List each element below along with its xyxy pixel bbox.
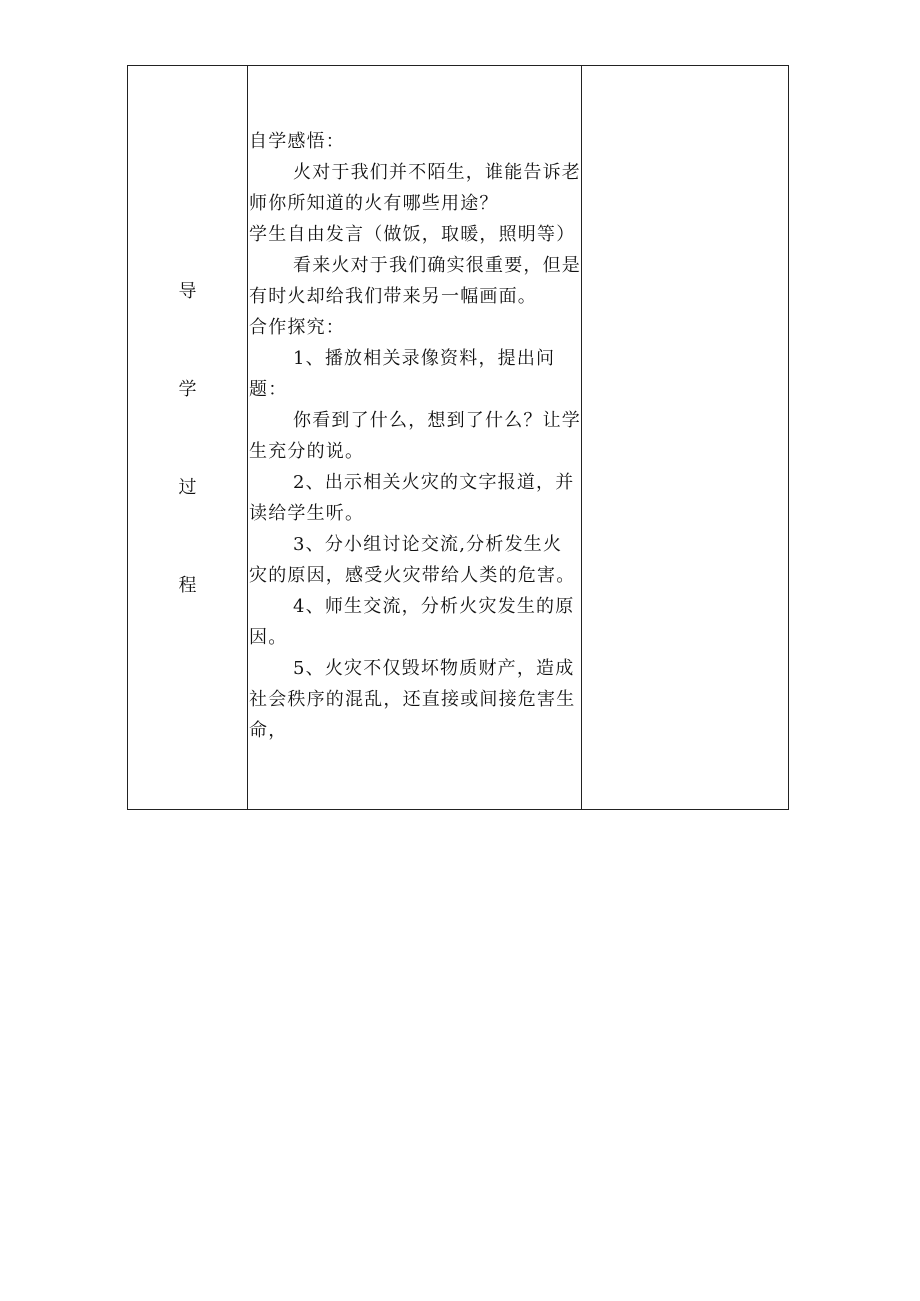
content-paragraph: 看来火对于我们确实很重要，但是有时火却给我们带来另一幅画面。 xyxy=(249,255,581,307)
section-label-column xyxy=(128,66,247,809)
lesson-content xyxy=(249,126,581,746)
content-paragraph: 合作探究： xyxy=(249,317,345,338)
section-label-char: 过 xyxy=(178,477,197,498)
section-label-char: 学 xyxy=(178,379,197,400)
column-divider xyxy=(247,66,248,809)
notes-column xyxy=(582,66,788,809)
content-paragraph: 自学感悟： xyxy=(249,131,345,152)
content-paragraph: 火对于我们并不陌生，谁能告诉老师你所知道的火有哪些用途？ xyxy=(249,162,581,214)
section-label-char: 程 xyxy=(178,575,197,596)
lesson-table xyxy=(127,65,789,810)
content-paragraph: 1、播放相关录像资料，提出问题： xyxy=(249,348,556,400)
content-paragraph: 5、火灾不仅毁坏物质财产，造成社会秩序的混乱，还直接或间接危害生命， xyxy=(249,658,576,741)
content-paragraph: 2、出示相关火灾的文字报道，并读给学生听。 xyxy=(249,472,575,524)
section-label-char: 导 xyxy=(178,281,197,302)
content-paragraph: 4、师生交流，分析火灾发生的原因。 xyxy=(249,596,575,648)
content-paragraph: 3、分小组讨论交流,分析发生火灾的原因，感受火灾带给人类的危害。 xyxy=(249,534,576,586)
content-paragraph: 学生自由发言（做饭，取暖，照明等） xyxy=(249,224,576,245)
content-paragraph: 你看到了什么，想到了什么？让学生充分的说。 xyxy=(249,410,581,462)
